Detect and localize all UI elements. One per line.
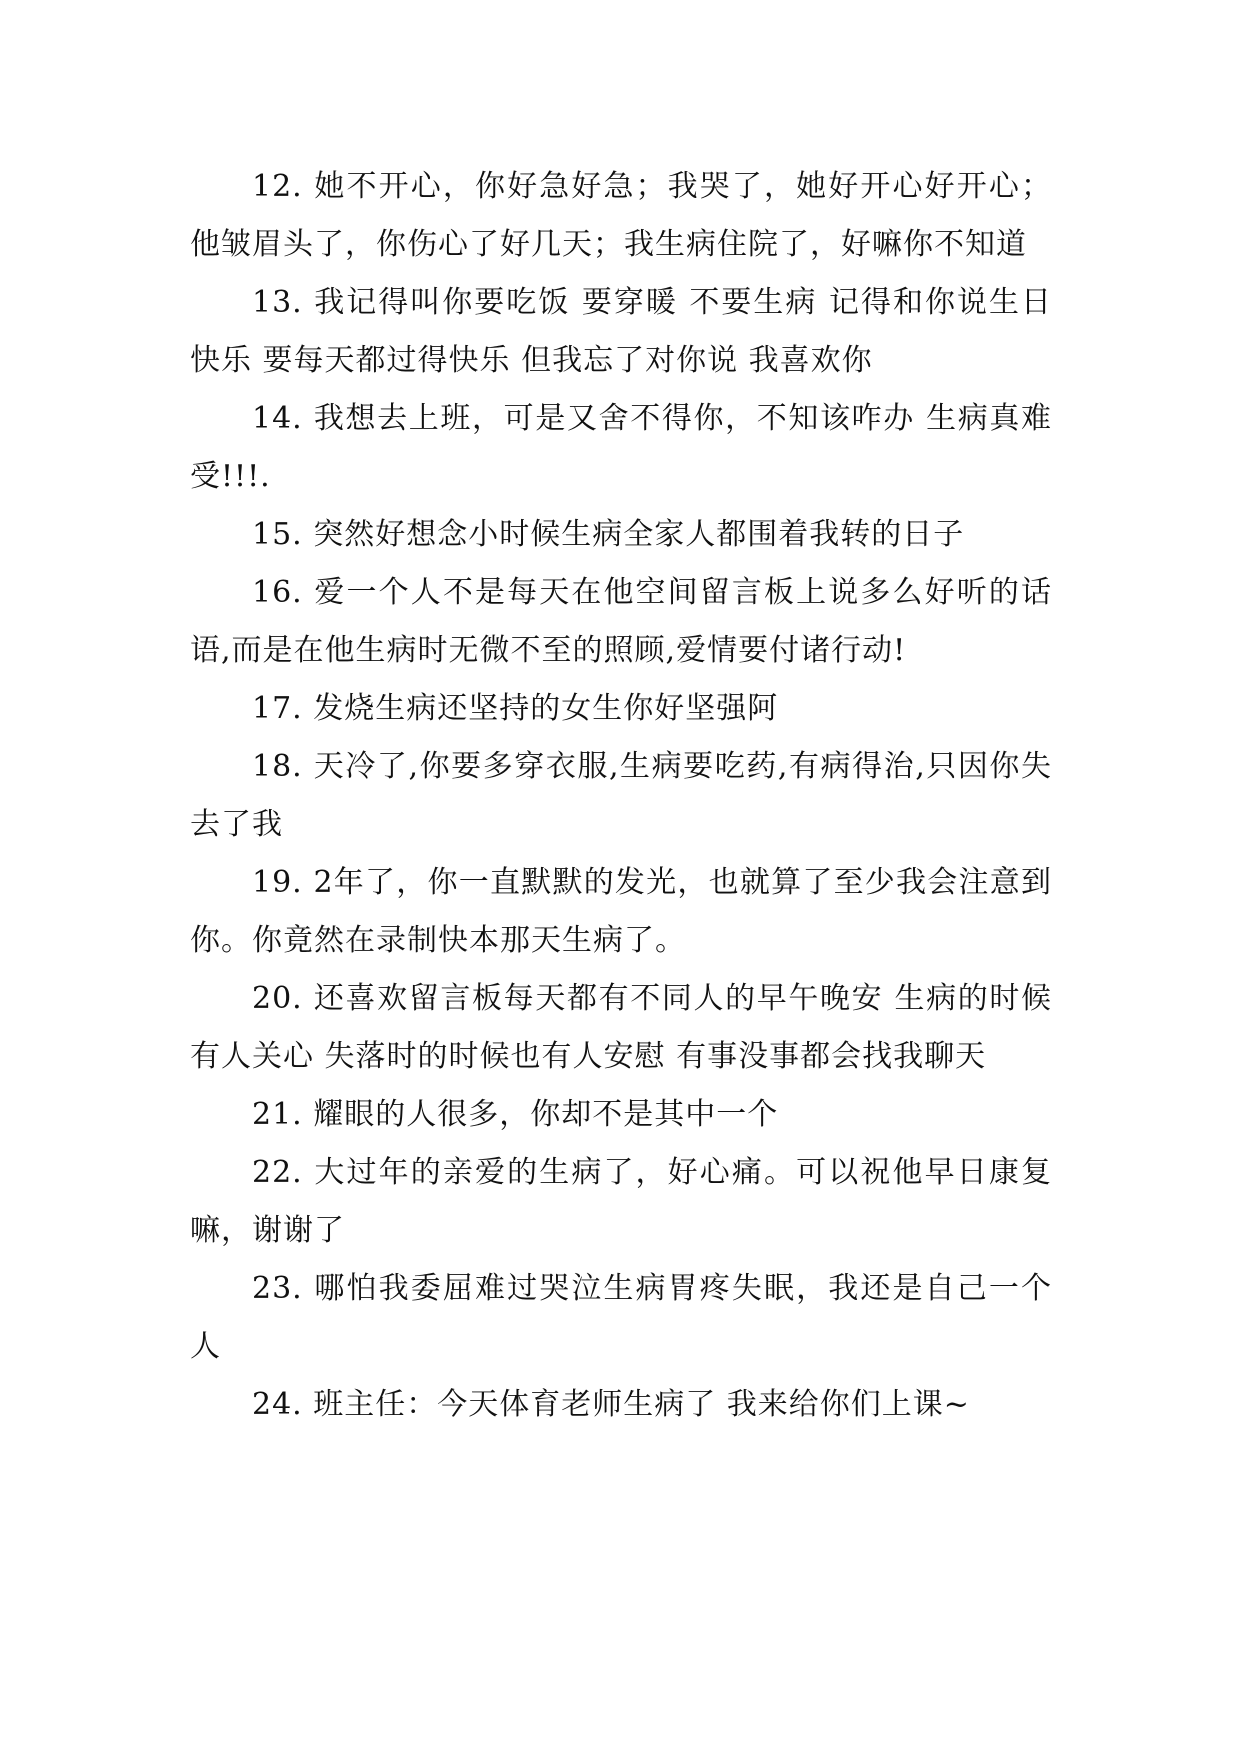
paragraph-item-13: 13. 我记得叫你要吃饭 要穿暖 不要生病 记得和你说生日快乐 要每天都过得快乐 但我忘了对你说 我喜欢你: [190, 285, 1052, 378]
paragraph-item-12: 12. 她不开心，你好急好急；我哭了，她好开心好开心；他皱眉头了，你伤心了好几天；我生病住院了，好嘛你不知道: [190, 169, 1052, 262]
paragraph-item-20: 20. 还喜欢留言板每天都有不同人的早午晚安 生病的时候有人关心 失落时的时候也有人安慰 有事没事都会找我聊天: [190, 981, 1052, 1074]
paragraph-item-17: 17. 发烧生病还坚持的女生你好坚强阿: [252, 691, 779, 726]
paragraph-item-19: 19. 2年了，你一直默默的发光，也就算了至少我会注意到你。你竟然在录制快本那天生病了。: [190, 865, 1052, 958]
paragraph-item-23: 23. 哪怕我委屈难过哭泣生病胃疼失眠，我还是自己一个人: [190, 1271, 1052, 1364]
paragraph-item-21: 21. 耀眼的人很多，你却不是其中一个: [252, 1097, 779, 1132]
paragraph-item-15: 15. 突然好想念小时候生病全家人都围着我转的日子: [252, 517, 965, 552]
paragraph-item-22: 22. 大过年的亲爱的生病了，好心痛。可以祝他早日康复嘛，谢谢了: [190, 1155, 1052, 1248]
paragraph-item-14: 14. 我想去上班，可是又舍不得你，不知该咋办 生病真难受!!!.: [190, 401, 1052, 494]
document-body: [190, 158, 1052, 1434]
paragraph-item-24: 24. 班主任：今天体育老师生病了 我来给你们上课~: [252, 1387, 970, 1422]
paragraph-item-18: 18. 天冷了,你要多穿衣服,生病要吃药,有病得治,只因你失去了我: [190, 749, 1052, 842]
paragraph-item-16: 16. 爱一个人不是每天在他空间留言板上说多么好听的话语,而是在他生病时无微不至的照顾,爱情要付诸行动!: [190, 575, 1052, 668]
